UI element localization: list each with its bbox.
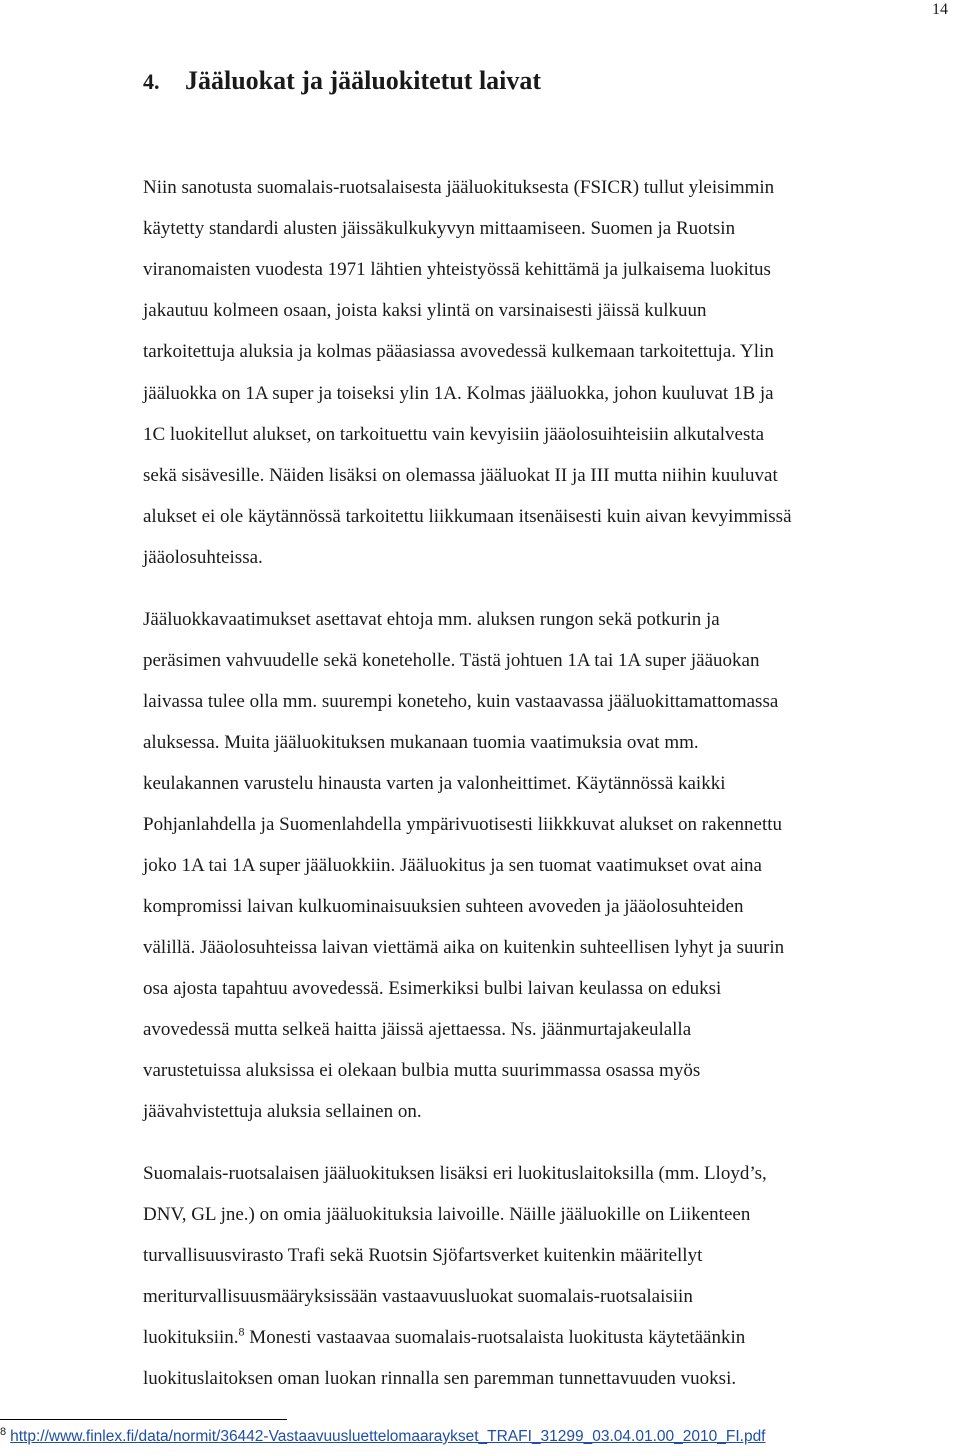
paragraph-2-line: välillä. Jääolosuhteissa laivan viettämä aika on kuitenkin suhteellisen lyhyt ja suurin [143, 937, 785, 958]
section-number: 4. [143, 69, 160, 94]
paragraph-1-line: jääluokka on 1A super ja toiseksi ylin 1A. Kolmas jääluokka, johon kuuluvat 1B ja [143, 383, 774, 404]
section-title: Jääluokat ja jääluokitetut laivat [185, 66, 542, 95]
paragraph-2-line: avovedessä mutta selkeä haitta jäissä ajettaessa. Ns. jäänmurtajakeulalla [143, 1019, 692, 1040]
paragraph-2-line: osa ajosta tapahtuu avovedessä. Esimerkiksi bulbi laivan keulassa on eduksi [143, 978, 722, 999]
paragraph-3-line-with-footnote [143, 1324, 745, 1352]
paragraph-1-line: jääolosuhteissa. [143, 547, 263, 568]
paragraph-3-line: turvallisuusvirasto Trafi sekä Ruotsin Sjöfartsverket kuitenkin määritellyt [143, 1245, 703, 1266]
page-number: 14 [932, 1, 948, 18]
footnote-mark: 8 [0, 1425, 7, 1438]
text-before-footnote-ref: luokituksiin. [143, 1327, 239, 1348]
paragraph-2-line: laivassa tulee olla mm. suurempi koneteho, kuin vastaavassa jääluokittamattomassa [143, 691, 779, 712]
paragraph-2-line: Jääluokkavaatimukset asettavat ehtoja mm. aluksen rungon sekä potkurin ja [143, 609, 720, 630]
paragraph-2-line: varustetuissa aluksissa ei olekaan bulbia mutta suurimmassa osassa myös [143, 1060, 701, 1081]
paragraph-1-line: käytetty standardi alusten jäissäkulkukyvyn mittaamiseen. Suomen ja Ruotsin [143, 218, 736, 239]
paragraph-1-line: sekä sisävesille. Näiden lisäksi on olemassa jääluokat II ja III mutta niihin kuuluvat [143, 465, 778, 486]
paragraph-1-line: tarkoitettuja aluksia ja kolmas pääasiassa avovedessä kulkemaan tarkoitettuja. Ylin [143, 341, 774, 362]
paragraph-2-line: keulakannen varustelu hinausta varten ja valonheittimet. Käytännössä kaikki [143, 773, 726, 794]
paragraph-1-line: Niin sanotusta suomalais-ruotsalaisesta jääluokituksesta (FSICR) tullut yleisimmin [143, 177, 775, 198]
section-heading [143, 64, 541, 99]
paragraph-3-line: Suomalais-ruotsalaisen jääluokituksen lisäksi eri luokituslaitoksilla (mm. Lloyd’s, [143, 1163, 767, 1184]
paragraph-1-line: 1C luokitellut alukset, on tarkoituettu vain kevyisiin jääolosuihteisiin alkutalvesta [143, 424, 765, 445]
footnote-separator [0, 1419, 287, 1420]
paragraph-2-line: peräsimen vahvuudelle sekä koneteholle. Tästä johtuen 1A tai 1A super jääuokan [143, 650, 760, 671]
paragraph-3-line: meriturvallisuusmääryksissään vastaavuusluokat suomalais-ruotsalaisiin [143, 1286, 693, 1307]
paragraph-2-line: kompromissi laivan kulkuominaisuuksien suhteen avoveden ja jääolosuhteiden [143, 896, 744, 917]
paragraph-3-line: DNV, GL jne.) on omia jääluokituksia laivoille. Näille jääluokille on Liikenteen [143, 1204, 751, 1225]
paragraph-2-line: aluksessa. Muita jääluokituksen mukanaan tuomia vaatimuksia ovat mm. [143, 732, 699, 753]
text-after-footnote-ref: Monesti vastaavaa suomalais-ruotsalaista luokitusta käytetäänkin [244, 1327, 746, 1348]
footnote-reference[interactable]: 8 [238, 1324, 245, 1339]
paragraph-2-line: Pohjanlahdella ja Suomenlahdella ympärivuotisesti liikkkuvat alukset on rakennettu [143, 814, 782, 835]
paragraph-1-line: viranomaisten vuodesta 1971 lähtien yhteistyössä kehittämä ja julkaisema luokitus [143, 259, 771, 280]
footnote-link[interactable]: http://www.finlex.fi/data/normit/36442-Vastaavuusluettelomaaraykset_TRAFI_31299_03.04.01.00_2010_FI.pdf [10, 1428, 766, 1445]
paragraph-2-line: joko 1A tai 1A super jääluokkiin. Jääluokitus ja sen tuomat vaatimukset ovat aina [143, 855, 762, 876]
paragraph-2-line: jäävahvistettuja aluksia sellainen on. [143, 1101, 422, 1122]
paragraph-3-line: luokituslaitoksen oman luokan rinnalla sen paremman tunnettavuuden vuoksi. [143, 1368, 737, 1389]
footnote [0, 1425, 766, 1449]
paragraph-1-line: alukset ei ole käytännössä tarkoitettu liikkumaan itsenäisesti kuin aivan kevyimmissä [143, 506, 792, 527]
paragraph-1-line: jakautuu kolmeen osaan, joista kaksi ylintä on varsinaisesti jäissä kulkuun [143, 300, 707, 321]
